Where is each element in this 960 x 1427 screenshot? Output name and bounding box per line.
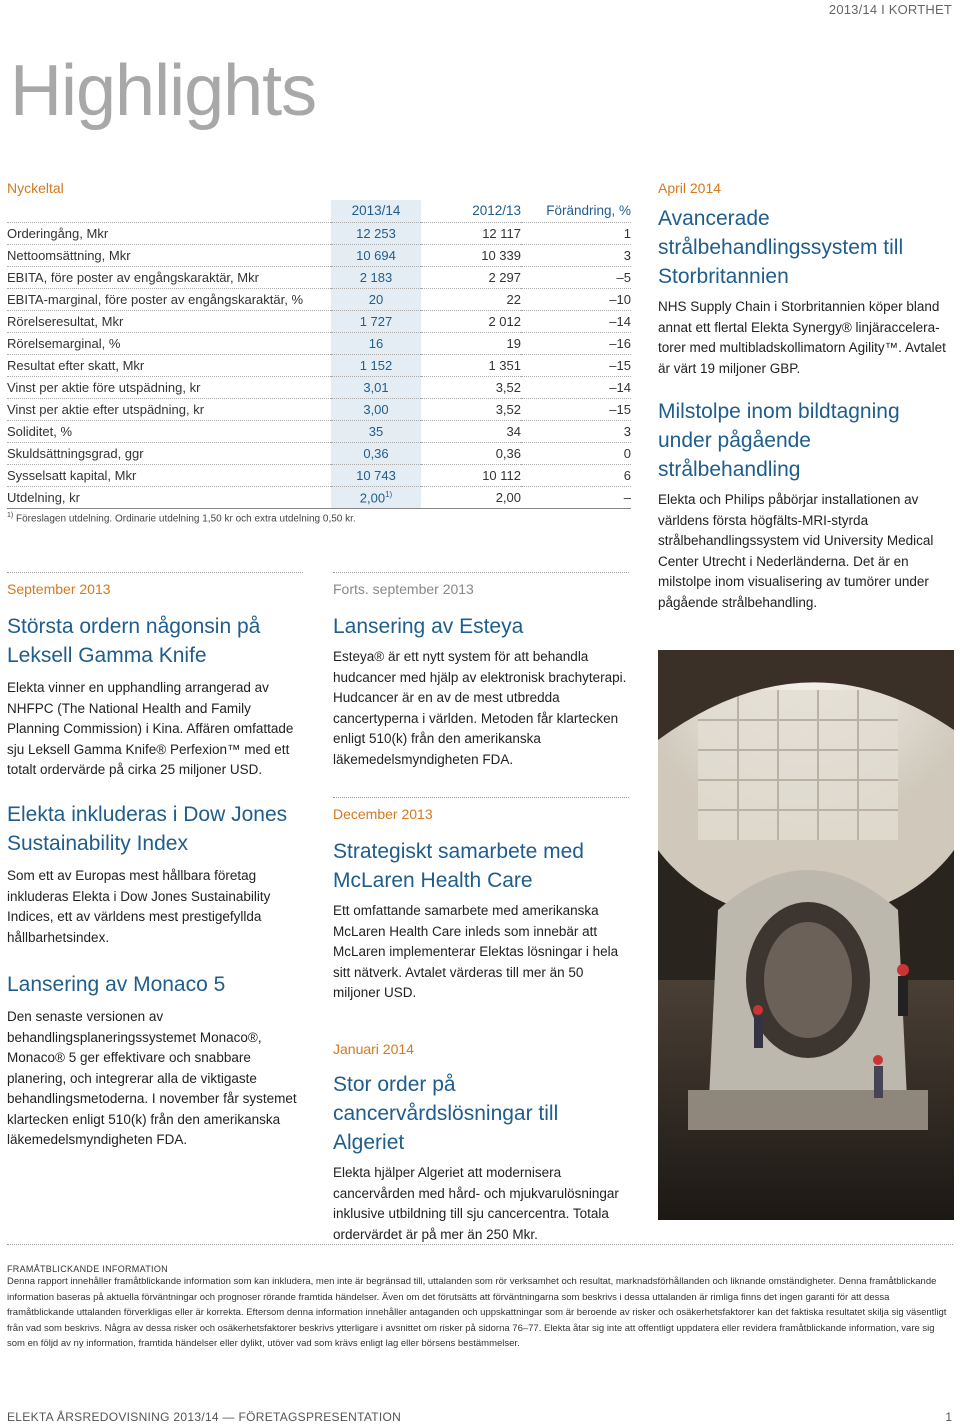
- row-label: Orderingång, Mkr: [7, 223, 331, 245]
- kpi-title: Nyckeltal: [7, 180, 64, 196]
- section-date: Forts. september 2013: [333, 581, 474, 597]
- disclaimer-title: FRAMÅTBLICKANDE INFORMATION: [7, 1264, 168, 1274]
- article: [333, 1070, 629, 1245]
- value-2012-13: 3,52: [421, 399, 521, 421]
- row-label: Rörelseresultat, Mkr: [7, 311, 331, 333]
- value-2012-13: 2,00: [421, 487, 521, 509]
- table-row: [7, 289, 631, 311]
- value-2013-14: 20: [331, 289, 421, 311]
- value-2013-14: 16: [331, 333, 421, 355]
- row-label: EBITA, före poster av engångskaraktär, Mkr: [7, 267, 331, 289]
- right-column: [658, 180, 956, 613]
- photo-illustration: [658, 650, 954, 1220]
- article-body: Som ett av Europas mest hållbara företag inkluderas Elekta i Dow Jones Sustainability Indices, ett av världens mest prestigefyllda hållbarhetsindex.: [7, 868, 271, 945]
- article-heading: Lansering av Esteya: [333, 615, 524, 638]
- table-row: [7, 421, 631, 443]
- value-2012-13: 0,36: [421, 443, 521, 465]
- value-2013-14: 10 694: [331, 245, 421, 267]
- table-row: [7, 443, 631, 465]
- divider: [333, 797, 629, 798]
- value-2012-13: 34: [421, 421, 521, 443]
- value-2012-13: 3,52: [421, 377, 521, 399]
- table-row: [7, 245, 631, 267]
- row-label: Resultat efter skatt, Mkr: [7, 355, 331, 377]
- row-label: Skuldsättningsgrad, ggr: [7, 443, 331, 465]
- section-date: April 2014: [658, 180, 722, 196]
- value-2013-14: 0,36: [331, 443, 421, 465]
- article-heading: Lansering av Monaco 5: [7, 973, 226, 996]
- value-change: 0: [521, 443, 631, 465]
- table-row: [7, 223, 631, 245]
- article-heading: Milstolpe inom bildtagning under pågående strålbehandling: [658, 400, 900, 481]
- article-heading: Strategiskt samarbete med McLaren Health Care: [333, 840, 584, 892]
- value-2013-14: 12 253: [331, 223, 421, 245]
- section-date: December 2013: [333, 806, 433, 822]
- article-body: Elekta hjälper Algeriet att modernisera cancervården med hård- och mjukvarulösningar inklusive utbildning till sju cancercentra. Totala ordervärdet är på mer än 250 Mkr.: [333, 1165, 619, 1242]
- value-change: –15: [521, 399, 631, 421]
- disclaimer: [7, 1264, 953, 1352]
- value-change: –15: [521, 355, 631, 377]
- divider: [7, 572, 303, 573]
- col-header-2013-14: 2013/14: [331, 200, 421, 223]
- kpi-section: [7, 180, 631, 524]
- table-row: [7, 355, 631, 377]
- table-row: [7, 465, 631, 487]
- row-label: Soliditet, %: [7, 421, 331, 443]
- article-body: Den senaste versionen av behandlingsplaneringssystemet Monaco®, Monaco® 5 ger effektivare och snabbare planering, och integrerar alla de viktigaste behandlingsmetoderna. I november får systemet klartecken enligt 510(k) från den amerikanska läkemedelsmyndigheten FDA.: [7, 1009, 297, 1147]
- value-2012-13: 22: [421, 289, 521, 311]
- value-change: –16: [521, 333, 631, 355]
- value-change: 1: [521, 223, 631, 245]
- value-change: 6: [521, 465, 631, 487]
- installation-photo: [658, 650, 954, 1220]
- value-2012-13: 1 351: [421, 355, 521, 377]
- row-label: Vinst per aktie efter utspädning, kr: [7, 399, 331, 421]
- article-body: Esteya® är ett nytt system för att behandla hudcancer med hjälp av elektronisk brachyterapi. Hudcancer är en av de mest utbredda cancertyperna i världen. Metoden får klartecken enligt 510(k) från den amerikanska läkemedelsmyndigheten FDA.: [333, 649, 627, 767]
- value-2013-14: 10 743: [331, 465, 421, 487]
- value-change: –14: [521, 377, 631, 399]
- article: [7, 970, 303, 1151]
- value-2013-14: 2,00$^{1)}$: [331, 487, 421, 509]
- value-change: 3: [521, 421, 631, 443]
- value-change: –10: [521, 289, 631, 311]
- table-row: [7, 399, 631, 421]
- value-2013-14: 35: [331, 421, 421, 443]
- disclaimer-body: Denna rapport innehåller framåtblickande information som kan inkludera, men inte är begränsad till, uttalanden som rör verksamhet och resultat, marknadsförhållanden och liknande omständigheter. Denna framåtblickande information baseras på aktuella förväntningar och prognoser rörande framtida händelser. Även om det förutsätts att förväntningarna som beskrivs i dessa uttalanden är rimliga finns det ingen garanti för att dessa framåtblickande uttalanden förverkligas eller är korrekta. Eftersom denna information innehåller antaganden och uppskattningar som är beroende av risker och osäkerhetsfaktorer kan det faktiska resultatet skilja sig väsentligt från vad som beskrivs. Några av dessa risker och osäkerhetsfaktorer beskrivs ytterligare i avsnittet om risker på sidorna 76–77. Elekta åtar sig inte att offentligt uppdatera eller revidera framåtblickande information, vare sig som en följd av ny information, framtida händelser eller dylikt, utöver vad som krävs enligt lag eller börsens bestämmelser.: [7, 1276, 947, 1349]
- value-change: 3: [521, 245, 631, 267]
- table-row: [7, 333, 631, 355]
- page-number: 1: [945, 1410, 952, 1424]
- kpi-table: [7, 200, 631, 509]
- table-row: [7, 267, 631, 289]
- value-2012-13: 10 339: [421, 245, 521, 267]
- divider: [333, 572, 629, 573]
- footer-text: ELEKTA ÅRSREDOVISNING 2013/14 — FÖRETAGSPRESENTATION: [7, 1410, 402, 1424]
- article-heading: Stor order på cancervårdslösningar till Algeriet: [333, 1073, 559, 1154]
- section-date: September 2013: [7, 581, 111, 597]
- table-row: [7, 377, 631, 399]
- row-label: Utdelning, kr: [7, 487, 331, 509]
- value-2013-14: 2 183: [331, 267, 421, 289]
- page-title: Highlights: [10, 51, 317, 131]
- article-body: Ett omfattande samarbete med amerikanska McLaren Health Care inleds som innebär att McLaren implementerar Elektas lösningar i hela sitt nätverk. Avtalet värderas till mer än 50 miljoner USD.: [333, 903, 619, 1000]
- article-heading: Avancerade strålbehandlingssystem till Storbritannien: [658, 207, 904, 288]
- table-row: [7, 487, 631, 509]
- article-body: Elekta och Philips påbörjar installationen av världens första högfälts-MRI-styrda strålbehandlingssystem vid University Medical Center Utrecht i Nederländerna. Det är en milstolpe inom visualisering av tumörer under pågående strålbehandling.: [658, 492, 934, 610]
- divider: [7, 1244, 953, 1245]
- table-row: [7, 311, 631, 333]
- article-body: NHS Supply Chain i Storbritannien köper bland annat ett flertal Elekta Synergy® linjäracceleratorer med multibladskollimatorn Agility™. Avtalet är värt 19 miljoner GBP.: [658, 299, 946, 376]
- value-change: –: [521, 487, 631, 509]
- row-label: Vinst per aktie före utspädning, kr: [7, 377, 331, 399]
- article-heading: Elekta inkluderas i Dow Jones Sustainability Index: [7, 803, 288, 855]
- value-2012-13: 19: [421, 333, 521, 355]
- article: [333, 612, 629, 770]
- article: [7, 612, 303, 781]
- row-label: Sysselsatt kapital, Mkr: [7, 465, 331, 487]
- value-2013-14: 3,01: [331, 377, 421, 399]
- row-label: Rörelsemarginal, %: [7, 333, 331, 355]
- kpi-footnote: $^{1)}$ Föreslagen utdelning. Ordinarie utdelning 1,50 kr och extra utdelning 0,50 kr.: [7, 512, 356, 525]
- article-heading: Största ordern någonsin på Leksell Gamma Knife: [7, 615, 261, 667]
- value-2012-13: 10 112: [421, 465, 521, 487]
- col-header-2012-13: 2012/13: [472, 202, 521, 218]
- value-2013-14: 1 152: [331, 355, 421, 377]
- value-2012-13: 12 117: [421, 223, 521, 245]
- row-label: Nettoomsättning, Mkr: [7, 245, 331, 267]
- article-body: Elekta vinner en upphandling arrangerad av NHFPC (The National Health and Family Planning Commission) i Kina. Affären omfattade sju Leksell Gamma Knife® Perfexion™ med ett totalt ordervärde på cirka 25 miljoner USD.: [7, 680, 294, 777]
- article: [7, 800, 303, 948]
- section-date: Januari 2014: [333, 1041, 414, 1057]
- header-tag: 2013/14 I KORTHET: [828, 2, 952, 17]
- value-2013-14: 3,00: [331, 399, 421, 421]
- value-2012-13: 2 297: [421, 267, 521, 289]
- value-2012-13: 2 012: [421, 311, 521, 333]
- row-label: EBITA-marginal, före poster av engångskaraktär, %: [7, 289, 331, 311]
- value-2013-14: 1 727: [331, 311, 421, 333]
- article: [333, 837, 629, 1004]
- value-change: –5: [521, 267, 631, 289]
- col-header-change: Förändring, %: [546, 202, 631, 218]
- value-change: –14: [521, 311, 631, 333]
